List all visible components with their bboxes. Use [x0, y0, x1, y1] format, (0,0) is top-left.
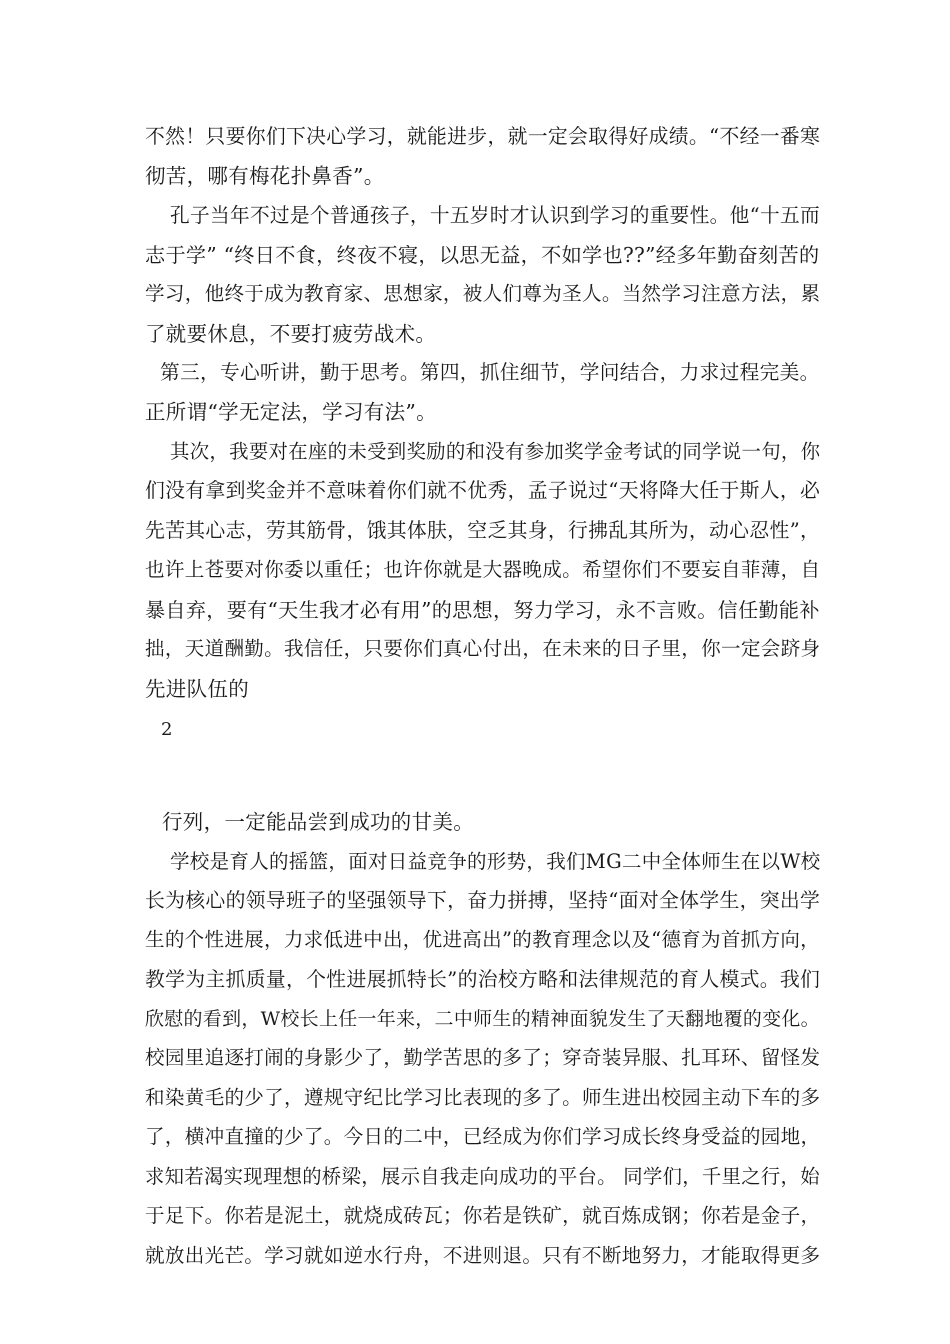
text-line: 拙，天道酬勤。我信任，只要你们真心付出，在未来的日子里，你一定会跻身 [145, 637, 821, 660]
text-line: 学校是育人的摇篮，面对日益竞争的形势，我们MG二中全体师生在以W校 [170, 850, 821, 873]
text-line: 长为核心的领导班子的坚强领导下，奋力拼搏，坚持“面对全体学生，突出学 [145, 889, 821, 912]
text-line: 不然！只要你们下决心学习，就能进步，就一定会取得好成绩。“不经一番寒 [145, 125, 821, 148]
text-line: 先进队伍的 [145, 677, 249, 701]
text-line: 第三，专心听讲，勤于思考。第四，抓住细节，学问结合，力求过程完美。 [160, 361, 820, 384]
text-line: 行列，一定能品尝到成功的甘美。 [162, 810, 474, 834]
text-line: 了就要休息，不要打疲劳战术。 [145, 322, 437, 346]
text-line: 生的个性进展，力求低进中出，优进高出”的教育理念以及“德育为首抓方向， [145, 928, 821, 951]
text-line: 求知若渴实现理想的桥梁，展示自我走向成功的平台。 同学们，千里之行，始 [145, 1165, 820, 1188]
text-line: 欣慰的看到，W校长上任一年来，二中师生的精神面貌发生了天翻地覆的变化。 [145, 1008, 820, 1030]
text-line: 暴自弃，要有“天生我才必有用”的思想，努力学习，永不言败。信任勤能补 [145, 598, 820, 622]
text-line: 了，横冲直撞的少了。今日的二中，已经成为你们学习成长终身受益的园地， [145, 1125, 821, 1148]
text-line: 志于学” “终日不食，终夜不寝，以思无益，不如学也??”经多年勤奋刻苦的 [145, 243, 820, 267]
text-line: 彻苦，哪有梅花扑鼻香”。 [145, 164, 385, 188]
text-line: 和染黄毛的少了，遵规守纪比学习比表现的多了。师生进出校园主动下车的多 [145, 1086, 821, 1109]
text-line: 其次，我要对在座的未受到奖励的和没有参加奖学金考试的同学说一句，你 [170, 440, 821, 463]
text-line: 于足下。你若是泥土，就烧成砖瓦；你若是铁矿，就百炼成钢；你若是金子， [145, 1204, 821, 1227]
text-line: 正所谓“学无定法，学习有法”。 [145, 400, 437, 424]
page-number: 2 [161, 719, 173, 740]
text-line: 也许上苍要对你委以重任；也许你就是大器晚成。希望你们不要妄自菲薄，自 [145, 558, 821, 581]
text-line: 们没有拿到奖金并不意味着你们就不优秀，孟子说过“天将降大任于斯人，必 [145, 479, 821, 502]
text-line: 先苦其心志，劳其筋骨，饿其体肤，空乏其身，行拂乱其所为，动心忍性”， [145, 519, 821, 542]
text-line: 就放出光芒。学习就如逆水行舟，不进则退。只有不断地努力，才能取得更多 [145, 1244, 821, 1267]
text-line: 教学为主抓质量，个性进展抓特长”的治校方略和法律规范的育人模式。我们 [145, 968, 821, 991]
text-line: 孔子当年不过是个普通孩子，十五岁时才认识到学习的重要性。他“十五而 [170, 204, 820, 227]
text-line: 学习，他终于成为教育家、思想家，被人们尊为圣人。当然学习注意方法，累 [145, 282, 821, 305]
text-line: 校园里追逐打闹的身影少了，勤学苦思的多了；穿奇装异服、扎耳环、留怪发 [145, 1046, 821, 1069]
